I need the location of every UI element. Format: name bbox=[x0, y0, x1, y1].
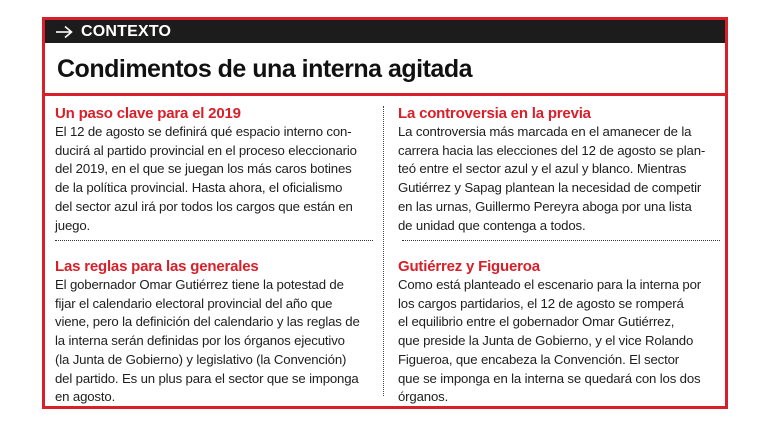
body-line: órganos. bbox=[398, 389, 449, 405]
body-line: Como está planteado el escenario para la interna por bbox=[398, 277, 702, 292]
body-line: teó entre el sector azul y el azul y blanco. Mientras bbox=[398, 161, 687, 177]
body-line: el equilibrio entre el gobernador Omar Gutiérrez, bbox=[398, 314, 675, 330]
body-line: que preside la Junta de Gobierno, y el vice Rolando bbox=[398, 333, 694, 349]
body-line: La controversia más marcada en el amanecer de la bbox=[398, 124, 692, 139]
body-line: que se imponga en la interna se quedará con los dos bbox=[398, 370, 701, 386]
body-line: de unidad que contenga a todos. bbox=[398, 217, 586, 233]
block-reglas bbox=[55, 258, 377, 407]
block-controversia bbox=[398, 105, 724, 235]
body-line: Gutiérrez y Sapag plantean la necesidad de competir bbox=[398, 180, 702, 196]
body-line: la interna serán definidas por los órganos ejecutivo bbox=[55, 333, 345, 349]
block-title: Un paso clave para el 2019 bbox=[55, 105, 241, 122]
block-title: Gutiérrez y Figueroa bbox=[398, 258, 540, 275]
arrow-right-icon bbox=[55, 25, 73, 39]
body-line: El 12 de agosto se definirá qué espacio interno con- bbox=[55, 124, 352, 139]
body-line: en las urnas, Guillermo Pereyra aboga por una lista bbox=[398, 198, 692, 214]
body-line: los cargos partidarios, el 12 de agosto se romperá bbox=[398, 295, 684, 311]
block-body bbox=[55, 123, 377, 235]
dotted-separator bbox=[55, 240, 373, 241]
section-label: CONTEXTO bbox=[81, 22, 172, 40]
body-line: carrera hacia las elecciones del 12 de agosto se plan- bbox=[398, 142, 706, 158]
block-gutierrez-figueroa bbox=[398, 258, 724, 407]
block-title: La controversia en la previa bbox=[398, 105, 591, 122]
body-line: ducirá al partido provincial en el proceso eleccionario bbox=[55, 142, 357, 158]
column-divider bbox=[383, 106, 384, 396]
body-line: del sector azul irá por todos los cargos que están en bbox=[55, 198, 353, 214]
block-body bbox=[398, 276, 724, 407]
body-line: Figueroa, que encabeza la Convención. El sector bbox=[398, 351, 680, 367]
dotted-separator bbox=[402, 240, 720, 241]
section-bar bbox=[45, 20, 725, 43]
red-divider bbox=[45, 93, 725, 96]
body-line: juego. bbox=[55, 217, 91, 233]
headline: Condimentos de una interna agitada bbox=[57, 55, 472, 83]
body-line: en agosto. bbox=[55, 389, 116, 405]
block-body bbox=[398, 123, 724, 235]
body-line: de la política provincial. Hasta ahora, el oficialismo bbox=[55, 180, 343, 196]
block-title: Las reglas para las generales bbox=[55, 258, 259, 275]
body-line: viene, pero la definición del calendario y las reglas de bbox=[55, 314, 360, 330]
body-line: fijar el calendario electoral provincial del año que bbox=[55, 295, 333, 311]
context-box bbox=[42, 17, 728, 409]
block-paso-clave bbox=[55, 105, 377, 235]
body-line: del 2019, en el que se juegan los más caros botines bbox=[55, 161, 352, 177]
body-line: (la Junta de Gobierno) y legislativo (la Convención) bbox=[55, 351, 347, 367]
body-line: El gobernador Omar Gutiérrez tiene la potestad de bbox=[55, 277, 344, 292]
body-line: del partido. Es un plus para el sector que se imponga bbox=[55, 370, 359, 386]
block-body bbox=[55, 276, 377, 407]
